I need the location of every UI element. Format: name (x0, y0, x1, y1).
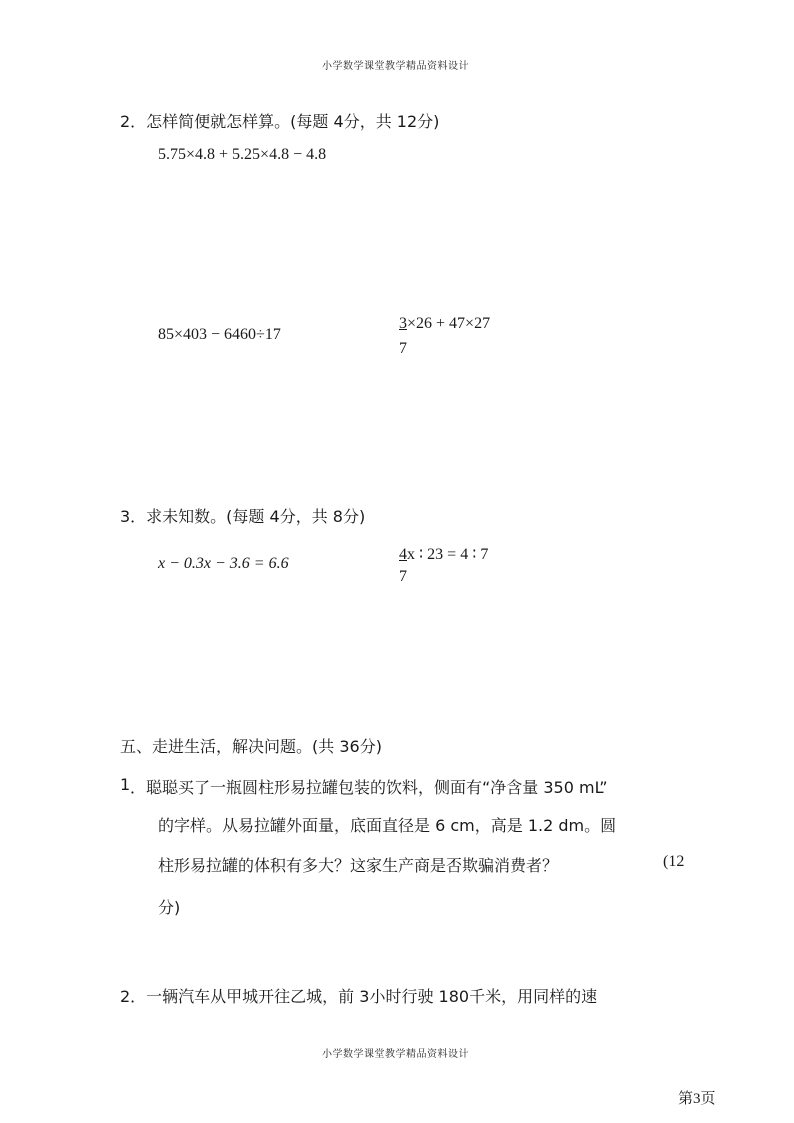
expression-part: ×26 + 4 (407, 315, 458, 332)
q3-title: 3．求未知数。(每题 4分，共 8分) (120, 507, 366, 526)
page-number: 第3页 (678, 1091, 716, 1107)
q2-expression-3 (399, 315, 490, 333)
fraction-numerator: 4 (399, 546, 407, 563)
page-header: 小学数学课堂教学精品资料设计 (322, 61, 469, 72)
section-5-title: 五、走进生活，解决问题。(共 36分) (120, 737, 382, 756)
problem-1-number: 1 (120, 775, 131, 794)
equation-part: x ∶ 2 (407, 546, 436, 563)
equation-part: 3 = 4 ∶ 7 (435, 546, 489, 563)
fraction-denominator: 7 (399, 340, 407, 357)
fraction-denominator: 7 (399, 568, 407, 585)
expression-part: 7×27 (457, 315, 491, 332)
problem-1-line-2: 的字样。从易拉罐外面量，底面直径是 6 cm，高是 1.2 dm。圆 (158, 816, 617, 835)
equation-text: x − 0.3x − 3.6 = 6.6 (158, 555, 289, 572)
problem-2-line-1: 2．一辆汽车从甲城开往乙城，前 3小时行驶 180千米，用同样的速 (120, 987, 598, 1006)
problem-1-line-1: ．聪聪买了一瓶圆柱形易拉罐包装的饮料，侧面有“净含量 350 mL” (130, 778, 608, 797)
problem-1-score-unit: 分) (158, 898, 181, 917)
q3-equation-2 (399, 544, 488, 564)
q2-expression-2: 85×403 − 6460÷17 (158, 326, 281, 343)
fraction-numerator: 3 (399, 315, 407, 332)
problem-1-score: (12 (663, 853, 685, 870)
q3-equation-1 (158, 555, 289, 573)
problem-1-line-3: 柱形易拉罐的体积有多大？这家生产商是否欺骗消费者？ (158, 856, 559, 875)
q2-title: 2．怎样简便就怎样算。(每题 4分，共 12分) (120, 112, 440, 131)
q2-expression-1: 5.75×4.8 + 5.25×4.8 − 4.8 (158, 146, 327, 163)
page-footer: 小学数学课堂教学精品资料设计 (322, 1049, 469, 1060)
